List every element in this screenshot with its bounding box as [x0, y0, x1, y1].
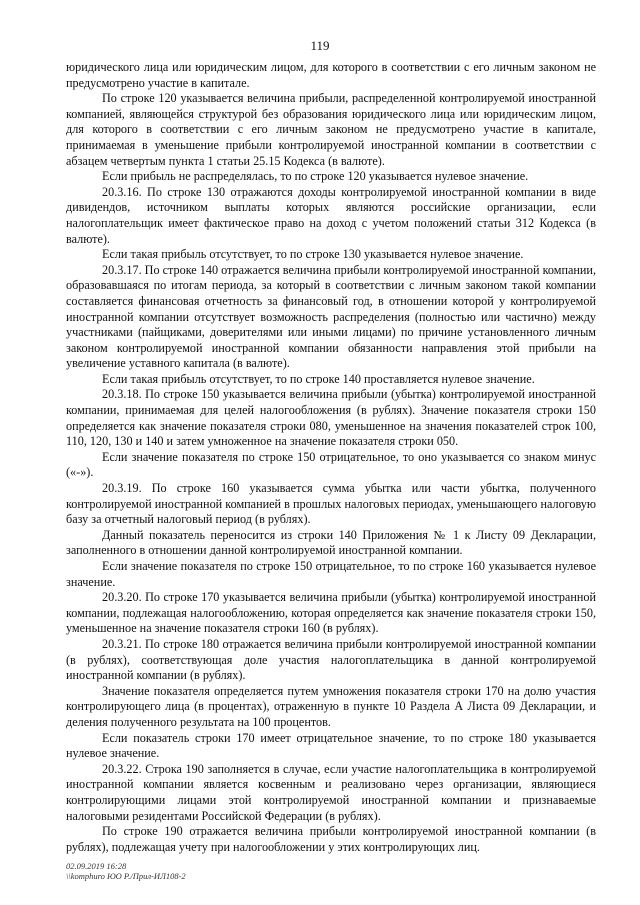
- page-number: 119: [310, 38, 330, 53]
- footer-file-path: \\komphuro ЮО Р./Прил-ИЛ108-2: [66, 871, 186, 881]
- footer: [66, 861, 366, 881]
- paragraph: 20.3.18. По строке 150 указывается величина прибыли (убытка) контролируемой иностранной компании, принимаемая для целей налогообложения (в рублях). Значение показателя строки 150 определяется как значение показателя строки 080, уменьшенное на значения показателей строк 100, 110, 120, 130 и 140 и затем умноженное на значение показателя строки 050.: [66, 387, 596, 449]
- paragraph: Если значение показателя по строке 150 отрицательное, то по строке 160 указывается нулевое значение.: [66, 559, 596, 589]
- paragraph: 20.3.16. По строке 130 отражаются доходы контролируемой иностранной компании в виде дивидендов, источником выплаты которых являются российские организации, если налогоплательщик имеет фактическое право на доход с учетом положений статьи 312 Кодекса (в валюте).: [66, 184, 596, 246]
- paragraph: Если такая прибыль отсутствует, то по строке 130 указывается нулевое значение.: [102, 247, 524, 262]
- paragraph: По строке 120 указывается величина прибыли, распределенной контролируемой иностранной компанией, являющейся структурой без образования юридического лица или юридическим лицом, для которого в соответствии с его личным законом не предусмотрено участие в капитале, принимаемая в уменьшение прибыли контролируемой иностранной компании в соответствии с абзацем четвертым пункта 1 статьи 25.15 Кодекса (в валюте).: [66, 91, 596, 168]
- paragraph: Данный показатель переносится из строки 140 Приложения № 1 к Листу 09 Декларации, заполненного в отношении данной контролируемой иностранной компании.: [66, 527, 596, 558]
- document-body: [66, 60, 596, 855]
- paragraph: 20.3.20. По строке 170 указывается величина прибыли (убытка) контролируемой иностранной компании, подлежащая налогообложению, которая определяется как значение показателя строки 150, уменьшенное на значение показателя строки 160 (в рублях).: [66, 590, 596, 636]
- paragraph: 20.3.19. По строке 160 указывается сумма убытка или части убытка, полученного контролируемой иностранной компанией в прошлых налоговых периодах, уменьшающего налоговую базу за отчетный налоговый период (в рублях).: [66, 481, 596, 527]
- paragraph: Если такая прибыль отсутствует, то по строке 140 проставляется нулевое значение.: [102, 371, 535, 386]
- paragraph: 20.3.17. По строке 140 отражается величина прибыли контролируемой иностранной компании, образовавшаяся по итогам периода, за который в соответствии с личным законом такой компании составляется финансовая отчетность за финансовый год, в отношении которой у контролируемой иностранной компании отсутствует возможность распределения (полностью или частично) между участниками (пайщиками, доверителями или иными лицами) по причине установленного личным законом контролируемой иностранной компании обязанности направления этой прибыли на увеличение уставного капитала (в валюте).: [66, 262, 596, 371]
- paragraph: По строке 190 отражается величина прибыли контролируемой иностранной компании (в рублях), подлежащая учету при налогообложении у этих контролирующих лиц.: [66, 824, 596, 854]
- paragraph: 20.3.22. Строка 190 заполняется в случае, если участие налогоплательщика в контролируемой иностранной компании является косвенным и реализовано через организации, являющиеся контролирующими лицами этой контролируемой иностранной компании и признаваемые налоговыми резидентами Российской Федерации (в рублях).: [66, 761, 596, 823]
- paragraph: Если прибыль не распределялась, то по строке 120 указывается нулевое значение.: [102, 169, 529, 184]
- paragraph: Если показатель строки 170 имеет отрицательное значение, то по строке 180 указывается нулевое значение.: [66, 730, 596, 761]
- paragraph: 20.3.21. По строке 180 отражается величина прибыли контролируемой иностранной компании (в рублях), соответствующая доле участия налогоплательщика в данной контролируемой иностранной компании (в рублях).: [66, 636, 596, 683]
- paragraph: Если значение показателя по строке 150 отрицательное, то оно указывается со знаком минус («-»).: [66, 449, 596, 480]
- footer-timestamp: 02.09.2019 16:28: [66, 861, 127, 871]
- paragraph: Значение показателя определяется путем умножения показателя строки 170 на долю участия контролирующего лица (в процентах), отраженную в пункте 10 Раздела А Листа 09 Декларации, и деления полученного результата на 100 процентов.: [66, 683, 596, 729]
- paragraph: юридического лица или юридическим лицом, для которого в соответствии с его личным законом не предусмотрено участие в капитале.: [66, 60, 596, 90]
